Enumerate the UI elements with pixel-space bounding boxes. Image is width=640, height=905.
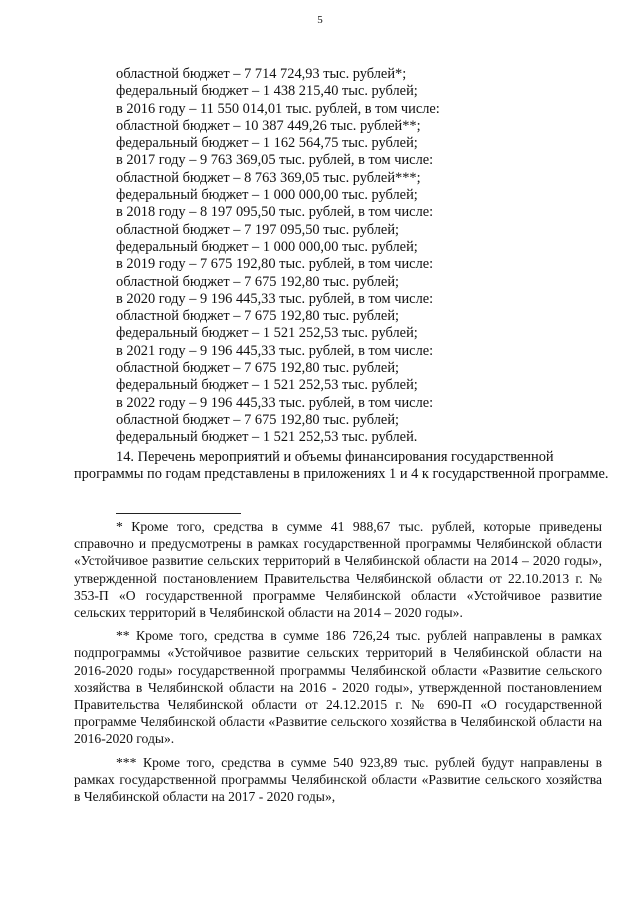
budget-line: областной бюджет – 7 714 724,93 тыс. рублей*;	[116, 66, 407, 82]
budget-line: в 2022 году – 9 196 445,33 тыс. рублей, в том числе:	[116, 394, 434, 411]
budget-line: в 2020 году – 9 196 445,33 тыс. рублей, в том числе:	[116, 290, 434, 307]
budget-line: в 2018 году – 8 197 095,50 тыс. рублей, в том числе:	[116, 204, 434, 221]
footnotes	[74, 518, 602, 805]
budget-line: в 2021 году – 9 196 445,33 тыс. рублей, в том числе:	[116, 342, 434, 359]
budget-line: областной бюджет – 7 675 192,80 тыс. рублей;	[116, 411, 400, 428]
budget-line: в 2019 году – 7 675 192,80 тыс. рублей, в том числе:	[116, 256, 434, 273]
budget-line: федеральный бюджет – 1 000 000,00 тыс. рублей;	[116, 187, 418, 204]
budget-line: федеральный бюджет – 1 438 215,40 тыс. рублей;	[116, 83, 418, 100]
budget-line: областной бюджет – 7 675 192,80 тыс. рублей;	[116, 360, 400, 377]
budget-line: федеральный бюджет – 1 000 000,00 тыс. рублей;	[116, 238, 418, 255]
budget-line: областной бюджет – 8 763 369,05 тыс. рублей***;	[116, 169, 421, 186]
footnote-divider	[116, 513, 241, 514]
budget-breakdown-list	[116, 66, 606, 447]
budget-line: в 2017 году – 9 763 369,05 тыс. рублей, в том числе:	[116, 152, 434, 169]
paragraph-14-first-line: 14. Перечень мероприятий и объемы финансирования государственной	[116, 449, 554, 465]
footnote-3: *** Кроме того, средства в сумме 540 923,89 тыс. рублей будут направлены в рамках государственной программы Челябинской области «Развитие сельского хозяйства в Челябинской области на 2017 - 2020 годы»,	[74, 754, 602, 805]
budget-line: областной бюджет – 7 675 192,80 тыс. рублей;	[116, 308, 400, 325]
footnote-2: ** Кроме того, средства в сумме 186 726,24 тыс. рублей направлены в рамках подпрограммы «Устойчивое развитие сельских территорий в Челябинской области на 2016-2020 годы» государственной программы Челябинской области «Развитие сельского хозяйства в Челябинской области на 2016 - 2020 годы», утвержденной постановлением Правительства Челябинской области от 24.12.2015 г. № 690-П «О государственной программе Челябинской области «Развитие сельского хозяйства в Челябинской области на 2016-2020 годы».	[74, 628, 602, 747]
footnote-1: * Кроме того, средства в сумме 41 988,67 тыс. рублей, которые приведены справочно и предусмотрены в рамках государственной программы Челябинской области «Устойчивое развитие сельских территорий в Челябинской области на 2014 – 2020 годы», утвержденной постановлением Правительства Челябинской области от 22.10.2013 г. № 353-П «О государственной программе Челябинской области «Устойчивое развитие сельских территорий в Челябинской области на 2014 – 2020 годы».	[74, 519, 602, 621]
page-number: 5	[317, 14, 323, 26]
budget-line: в 2016 году – 11 550 014,01 тыс. рублей, в том числе:	[116, 100, 440, 117]
budget-line: федеральный бюджет – 1 521 252,53 тыс. рублей.	[116, 429, 418, 446]
budget-line: областной бюджет – 10 387 449,26 тыс. рублей**;	[116, 117, 421, 134]
budget-line: федеральный бюджет – 1 521 252,53 тыс. рублей;	[116, 377, 418, 394]
budget-line: федеральный бюджет – 1 162 564,75 тыс. рублей;	[116, 135, 418, 152]
paragraph-14-continuation: программы по годам представлены в приложениях 1 и 4 к государственной программе.	[74, 466, 609, 482]
budget-line: областной бюджет – 7 197 095,50 тыс. рублей;	[116, 221, 400, 238]
budget-line: областной бюджет – 7 675 192,80 тыс. рублей;	[116, 273, 400, 290]
budget-line: федеральный бюджет – 1 521 252,53 тыс. рублей;	[116, 325, 418, 342]
